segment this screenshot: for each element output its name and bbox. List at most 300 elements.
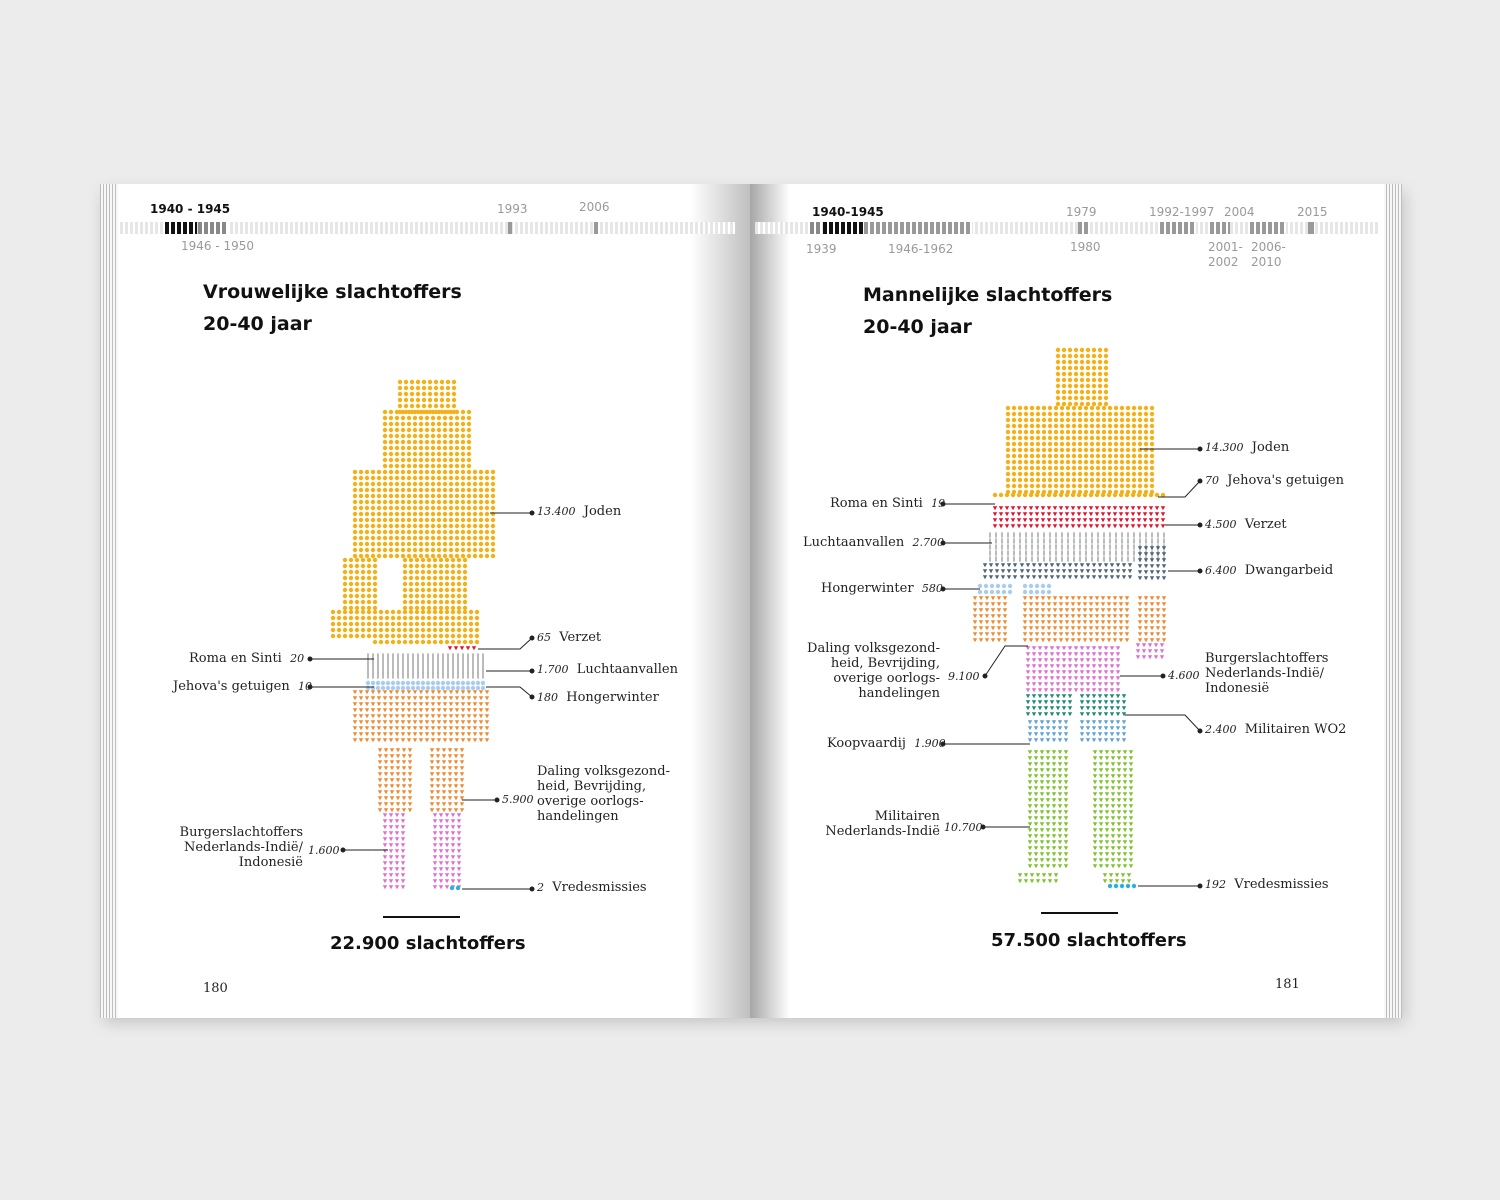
- female-joden-dot: [355, 610, 359, 614]
- female-hongerwinter-dot: [481, 681, 485, 685]
- male-dwangarbeid-dot: [1056, 563, 1060, 567]
- male-indie-burger-dot: [1050, 652, 1054, 656]
- female-joden-dot: [445, 616, 449, 620]
- female-indie-dot: [395, 813, 399, 817]
- female-joden-dot: [389, 506, 393, 510]
- female-daling-dot: [449, 720, 453, 724]
- male-verzet-dot: [1053, 512, 1057, 516]
- male-militairen-indie-dot: [1093, 804, 1097, 808]
- female-joden-dot: [473, 506, 477, 510]
- female-daling-dot: [448, 808, 452, 812]
- male-verzet-dot: [1107, 506, 1111, 510]
- female-joden-dot: [425, 482, 429, 486]
- female-daling-dot: [401, 732, 405, 736]
- male-joden-dot: [1035, 493, 1039, 497]
- female-joden-dot: [359, 494, 363, 498]
- female-joden-dot: [355, 622, 359, 626]
- male-luchtaanvallen-dot: [1109, 538, 1110, 543]
- female-joden-dot: [425, 530, 429, 534]
- male-militairen-indie-dot: [1105, 822, 1109, 826]
- male-koopvaardij-dot: [1104, 720, 1108, 724]
- female-joden-dot: [371, 470, 375, 474]
- male-verzet-dot: [1059, 524, 1063, 528]
- male-joden-dot: [1056, 390, 1060, 394]
- male-militairen-indie-dot: [1040, 864, 1044, 868]
- male-verzet-dot: [1083, 524, 1087, 528]
- female-joden-dot: [413, 506, 417, 510]
- male-verzet-dot: [1083, 506, 1087, 510]
- female-joden-dot: [451, 570, 455, 574]
- female-joden-dot: [359, 500, 363, 504]
- male-militairen-wo2-dot: [1038, 712, 1042, 716]
- male-luchtaanvallen-dot: [1115, 538, 1116, 543]
- male-daling-dot: [1003, 626, 1007, 630]
- male-joden-dot: [1092, 396, 1096, 400]
- male-dwangarbeid-dot: [1098, 569, 1102, 573]
- female-joden-dot: [425, 440, 429, 444]
- female-luchtaanvallen-dot: [482, 658, 483, 663]
- female-joden-dot: [421, 610, 425, 614]
- female-luchtaanvallen-dot: [387, 658, 388, 663]
- male-verzet-dot: [1047, 524, 1051, 528]
- female-daling-dot: [449, 690, 453, 694]
- female-indie-dot: [401, 861, 405, 865]
- female-luchtaanvallen-dot: [387, 673, 388, 678]
- male-joden-dot: [1126, 466, 1130, 470]
- male-daling-dot: [1162, 602, 1166, 606]
- female-joden-dot: [379, 622, 383, 626]
- female-daling-dot: [377, 732, 381, 736]
- female-joden-dot: [389, 524, 393, 528]
- male-daling-dot: [1065, 638, 1069, 642]
- male-verzet-dot: [1137, 518, 1141, 522]
- female-joden-dot: [425, 488, 429, 492]
- female-joden-dot: [437, 428, 441, 432]
- female-joden-dot: [413, 542, 417, 546]
- male-indie-burger-dot: [1098, 688, 1102, 692]
- female-joden-dot: [463, 570, 467, 574]
- male-militairen-indie-dot: [1099, 822, 1103, 826]
- male-indie-burger-dot: [1142, 649, 1146, 653]
- right-cat-verzet: 4.500 Verzet: [1205, 517, 1287, 532]
- left-title: Vrouwelijke slachtoffers: [203, 281, 462, 303]
- female-joden-dot: [419, 416, 423, 420]
- female-joden-dot: [401, 554, 405, 558]
- female-joden-dot: [413, 434, 417, 438]
- female-joden-dot: [433, 558, 437, 562]
- male-daling-dot: [1029, 608, 1033, 612]
- female-indie-dot: [457, 831, 461, 835]
- male-joden-dot: [1150, 466, 1154, 470]
- male-verzet-dot: [1149, 506, 1153, 510]
- male-militairen-wo2-dot: [1104, 712, 1108, 716]
- male-daling-dot: [1101, 638, 1105, 642]
- male-militairen-indie-dot: [1034, 780, 1038, 784]
- female-daling-dot: [396, 748, 400, 752]
- male-militairen-indie-dot: [1046, 762, 1050, 766]
- female-joden-dot: [469, 628, 473, 632]
- right-timeline-label-2004: 2004: [1224, 205, 1255, 219]
- female-joden-dot: [397, 616, 401, 620]
- female-joden-dot: [353, 500, 357, 504]
- female-joden-dot: [398, 404, 402, 408]
- female-daling-dot: [436, 772, 440, 776]
- female-luchtaanvallen-dot: [432, 663, 433, 668]
- male-joden-dot: [1102, 466, 1106, 470]
- male-militairen-wo2-dot: [1026, 700, 1030, 704]
- male-indie-burger-dot: [1116, 652, 1120, 656]
- female-joden-dot: [479, 530, 483, 534]
- male-daling-dot: [1023, 602, 1027, 606]
- female-luchtaanvallen-dot: [427, 668, 428, 673]
- female-daling-dot: [485, 726, 489, 730]
- female-daling-dot: [419, 726, 423, 730]
- male-dwangarbeid-dot: [989, 569, 993, 573]
- male-joden-dot: [1036, 406, 1040, 410]
- male-koopvaardij-dot: [1116, 726, 1120, 730]
- male-dwangarbeid-dot: [1062, 575, 1066, 579]
- male-daling-dot: [1125, 632, 1129, 636]
- male-joden-dot: [1036, 412, 1040, 416]
- male-joden-dot: [1066, 448, 1070, 452]
- left-cat-luchtaanvallen: 1.700 Luchtaanvallen: [537, 662, 678, 677]
- male-militairen-wo2-dot: [1098, 712, 1102, 716]
- male-joden-dot: [1060, 466, 1064, 470]
- female-joden-dot: [457, 606, 461, 610]
- female-daling-dot: [467, 714, 471, 718]
- male-militairen-wo2-dot: [1086, 712, 1090, 716]
- leader-left-indie-dot: [341, 848, 345, 852]
- male-joden-dot: [1030, 484, 1034, 488]
- female-joden-dot: [419, 458, 423, 462]
- male-daling-dot: [1125, 596, 1129, 600]
- male-verzet-dot: [1071, 524, 1075, 528]
- female-joden-dot: [439, 594, 443, 598]
- female-indie-dot: [433, 831, 437, 835]
- male-militairen-wo2-dot: [1092, 706, 1096, 710]
- female-joden-dot: [385, 610, 389, 614]
- female-joden-dot: [395, 446, 399, 450]
- male-indie-burger-dot: [1110, 664, 1114, 668]
- female-luchtaanvallen-dot: [467, 673, 468, 678]
- male-dwangarbeid-dot: [989, 575, 993, 579]
- female-joden-dot: [385, 622, 389, 626]
- female-luchtaanvallen-dot: [452, 668, 453, 673]
- male-militairen-indie-dot: [1028, 840, 1032, 844]
- male-joden-dot: [1030, 454, 1034, 458]
- male-militairen-indie-dot: [1052, 828, 1056, 832]
- male-daling-dot: [1077, 614, 1081, 618]
- female-daling-dot: [473, 738, 477, 742]
- female-joden-dot: [395, 428, 399, 432]
- female-daling-dot: [365, 708, 369, 712]
- female-daling-dot: [401, 696, 405, 700]
- female-daling-dot: [455, 732, 459, 736]
- female-joden-dot: [421, 622, 425, 626]
- male-joden-dot: [1048, 454, 1052, 458]
- female-joden-dot: [389, 518, 393, 522]
- female-joden-dot: [479, 548, 483, 552]
- female-joden-dot: [433, 628, 437, 632]
- female-joden-dot: [463, 564, 467, 568]
- male-verzet-dot: [1011, 512, 1015, 516]
- male-militairen-indie-dot: [1064, 852, 1068, 856]
- male-daling-dot: [1003, 602, 1007, 606]
- female-joden-dot: [449, 452, 453, 456]
- female-joden-dot: [439, 634, 443, 638]
- male-hongerwinter-dot: [996, 584, 1000, 588]
- male-indie-burger-dot: [1038, 676, 1042, 680]
- male-joden-dot: [1132, 478, 1136, 482]
- female-joden-dot: [431, 536, 435, 540]
- male-verzet-dot: [1011, 506, 1015, 510]
- male-dwangarbeid-dot: [1110, 563, 1114, 567]
- male-joden-dot: [1072, 454, 1076, 458]
- male-militairen-indie-dot: [1040, 798, 1044, 802]
- female-joden-dot: [403, 600, 407, 604]
- male-militairen-indie-dot: [1111, 804, 1115, 808]
- female-joden-dot: [377, 512, 381, 516]
- female-daling-dot: [390, 790, 394, 794]
- male-dwangarbeid-dot: [1001, 563, 1005, 567]
- female-daling-dot: [479, 720, 483, 724]
- female-luchtaanvallen-dot: [427, 673, 428, 678]
- female-joden-dot: [359, 536, 363, 540]
- female-joden-dot: [403, 622, 407, 626]
- female-daling-dot: [442, 796, 446, 800]
- female-daling-dot: [449, 726, 453, 730]
- female-daling-dot: [408, 796, 412, 800]
- female-joden-dot: [455, 542, 459, 546]
- male-joden-dot: [1060, 478, 1064, 482]
- male-militairen-indie-dot: [1034, 804, 1038, 808]
- female-joden-dot: [421, 606, 425, 610]
- male-militairen-indie-dot: [1111, 792, 1115, 796]
- female-luchtaanvallen-dot: [472, 668, 473, 673]
- male-indie-burger-dot: [1092, 658, 1096, 662]
- male-joden-dot: [1017, 493, 1021, 497]
- female-indie-dot: [395, 831, 399, 835]
- male-militairen-indie-dot: [1129, 780, 1133, 784]
- male-luchtaanvallen-dot: [1121, 550, 1122, 555]
- female-joden-dot: [467, 410, 471, 414]
- female-joden-dot: [343, 594, 347, 598]
- male-daling-dot: [1156, 614, 1160, 618]
- female-joden-dot: [451, 594, 455, 598]
- female-verzet-dot: [472, 646, 476, 650]
- female-hongerwinter-dot: [371, 681, 375, 685]
- female-joden-dot: [389, 542, 393, 546]
- female-joden-dot: [401, 428, 405, 432]
- female-joden-dot: [461, 410, 465, 414]
- female-joden-dot: [455, 482, 459, 486]
- male-joden-dot: [1114, 454, 1118, 458]
- female-daling-dot: [436, 796, 440, 800]
- female-indie-dot: [395, 885, 399, 889]
- female-daling-dot: [383, 690, 387, 694]
- female-hongerwinter-dot: [466, 686, 470, 690]
- male-indie-burger-dot: [1116, 664, 1120, 668]
- female-joden-dot: [403, 640, 407, 644]
- female-joden-dot: [445, 582, 449, 586]
- male-militairen-indie-dot: [1046, 810, 1050, 814]
- female-joden-dot: [383, 500, 387, 504]
- female-joden-dot: [419, 476, 423, 480]
- female-joden-dot: [437, 524, 441, 528]
- right-cat-militairen-indie-value: 10.700: [944, 821, 983, 834]
- male-indie-burger-dot: [1136, 655, 1140, 659]
- female-daling-dot: [389, 702, 393, 706]
- female-luchtaanvallen-dot: [387, 668, 388, 673]
- female-joden-dot: [359, 470, 363, 474]
- female-joden-dot: [485, 548, 489, 552]
- male-joden-dot: [1054, 436, 1058, 440]
- female-joden-dot: [451, 606, 455, 610]
- male-joden-dot: [1086, 354, 1090, 358]
- male-militairen-indie-dot: [1129, 750, 1133, 754]
- female-hongerwinter-dot: [436, 686, 440, 690]
- female-joden-dot: [427, 576, 431, 580]
- male-verzet-dot: [1035, 506, 1039, 510]
- female-joden-dot: [443, 440, 447, 444]
- male-luchtaanvallen-dot: [1073, 556, 1074, 561]
- male-militairen-indie-dot: [1052, 822, 1056, 826]
- female-joden-dot: [425, 512, 429, 516]
- male-militairen-indie-dot: [1111, 834, 1115, 838]
- male-daling-dot: [1059, 602, 1063, 606]
- male-joden-dot: [1062, 354, 1066, 358]
- female-daling-dot: [479, 690, 483, 694]
- female-joden-dot: [443, 464, 447, 468]
- female-luchtaanvallen-dot: [432, 673, 433, 678]
- female-joden-dot: [365, 542, 369, 546]
- male-militairen-indie-dot: [1105, 864, 1109, 868]
- female-joden-dot: [331, 634, 335, 638]
- female-daling-dot: [390, 778, 394, 782]
- male-joden-dot: [1102, 424, 1106, 428]
- male-joden-dot: [999, 493, 1003, 497]
- male-joden-dot: [1150, 412, 1154, 416]
- female-joden-dot: [413, 488, 417, 492]
- leader-left-lucht-dot: [530, 669, 534, 673]
- male-indie-burger-dot: [1026, 676, 1030, 680]
- female-daling-dot: [461, 696, 465, 700]
- female-joden-dot: [413, 500, 417, 504]
- female-daling-dot: [402, 802, 406, 806]
- male-militairen-indie-dot: [1034, 834, 1038, 838]
- male-joden-dot: [1132, 484, 1136, 488]
- male-militairen-wo2-dot: [1092, 694, 1096, 698]
- male-daling-dot: [1089, 596, 1093, 600]
- female-daling-dot: [384, 772, 388, 776]
- female-joden-dot: [413, 494, 417, 498]
- male-joden-dot: [1024, 442, 1028, 446]
- male-militairen-indie-dot: [1111, 786, 1115, 790]
- male-militairen-indie-dot: [1052, 816, 1056, 820]
- male-joden-dot: [1144, 430, 1148, 434]
- male-luchtaanvallen-dot: [1073, 550, 1074, 555]
- female-joden-dot: [425, 416, 429, 420]
- female-daling-dot: [431, 714, 435, 718]
- male-indie-burger-dot: [1080, 646, 1084, 650]
- female-daling-dot: [413, 708, 417, 712]
- female-daling-dot: [485, 714, 489, 718]
- male-militairen-indie-dot: [1052, 810, 1056, 814]
- female-joden-dot: [473, 482, 477, 486]
- male-militairen-indie-dot: [1042, 879, 1046, 883]
- male-joden-dot: [1078, 430, 1082, 434]
- male-militairen-indie-dot: [1117, 822, 1121, 826]
- male-verzet-dot: [1089, 524, 1093, 528]
- female-joden-dot: [433, 622, 437, 626]
- male-militairen-indie-dot: [1129, 804, 1133, 808]
- female-indie-dot: [383, 825, 387, 829]
- female-hongerwinter-dot: [431, 681, 435, 685]
- female-joden-dot: [401, 512, 405, 516]
- male-daling-dot: [991, 632, 995, 636]
- female-luchtaanvallen-dot: [437, 673, 438, 678]
- male-luchtaanvallen-dot: [1115, 556, 1116, 561]
- female-daling-dot: [413, 714, 417, 718]
- male-militairen-indie-dot: [1064, 762, 1068, 766]
- male-joden-dot: [1054, 466, 1058, 470]
- male-militairen-indie-dot: [1028, 750, 1032, 754]
- male-daling-dot: [1125, 620, 1129, 624]
- male-koopvaardij-dot: [1064, 732, 1068, 736]
- male-indie-burger-dot: [1050, 682, 1054, 686]
- male-indie-burger-dot: [1032, 682, 1036, 686]
- male-joden-dot: [1012, 418, 1016, 422]
- male-joden-dot: [1030, 466, 1034, 470]
- male-militairen-indie-dot: [1105, 768, 1109, 772]
- male-joden-dot: [1120, 424, 1124, 428]
- female-joden-dot: [449, 530, 453, 534]
- male-daling-dot: [1138, 596, 1142, 600]
- male-joden-dot: [1096, 478, 1100, 482]
- female-luchtaanvallen-dot: [407, 658, 408, 663]
- male-militairen-indie-dot: [1058, 822, 1062, 826]
- female-joden-dot: [379, 616, 383, 620]
- female-joden-dot: [452, 404, 456, 408]
- male-joden-dot: [1086, 372, 1090, 376]
- male-militairen-indie-dot: [1046, 834, 1050, 838]
- female-joden-dot: [445, 610, 449, 614]
- female-joden-dot: [479, 512, 483, 516]
- female-joden-dot: [353, 470, 357, 474]
- female-verzet-dot: [448, 646, 452, 650]
- male-indie-burger-dot: [1074, 670, 1078, 674]
- female-joden-dot: [383, 416, 387, 420]
- male-dwangarbeid-dot: [983, 569, 987, 573]
- female-daling-dot: [383, 702, 387, 706]
- female-joden-dot: [440, 386, 444, 390]
- female-joden-dot: [446, 380, 450, 384]
- male-daling-dot: [973, 620, 977, 624]
- male-joden-dot: [1114, 424, 1118, 428]
- male-joden-dot: [1138, 430, 1142, 434]
- female-joden-dot: [409, 628, 413, 632]
- male-daling-dot: [991, 638, 995, 642]
- female-indie-dot: [389, 813, 393, 817]
- female-joden-dot: [401, 488, 405, 492]
- right-title: Mannelijke slachtoffers: [863, 284, 1113, 306]
- female-joden-dot: [473, 524, 477, 528]
- male-dwangarbeid-dot: [1156, 546, 1160, 550]
- male-indie-burger-dot: [1154, 649, 1158, 653]
- male-hongerwinter-dot: [1041, 584, 1045, 588]
- male-joden-dot: [1012, 478, 1016, 482]
- female-joden-dot: [401, 524, 405, 528]
